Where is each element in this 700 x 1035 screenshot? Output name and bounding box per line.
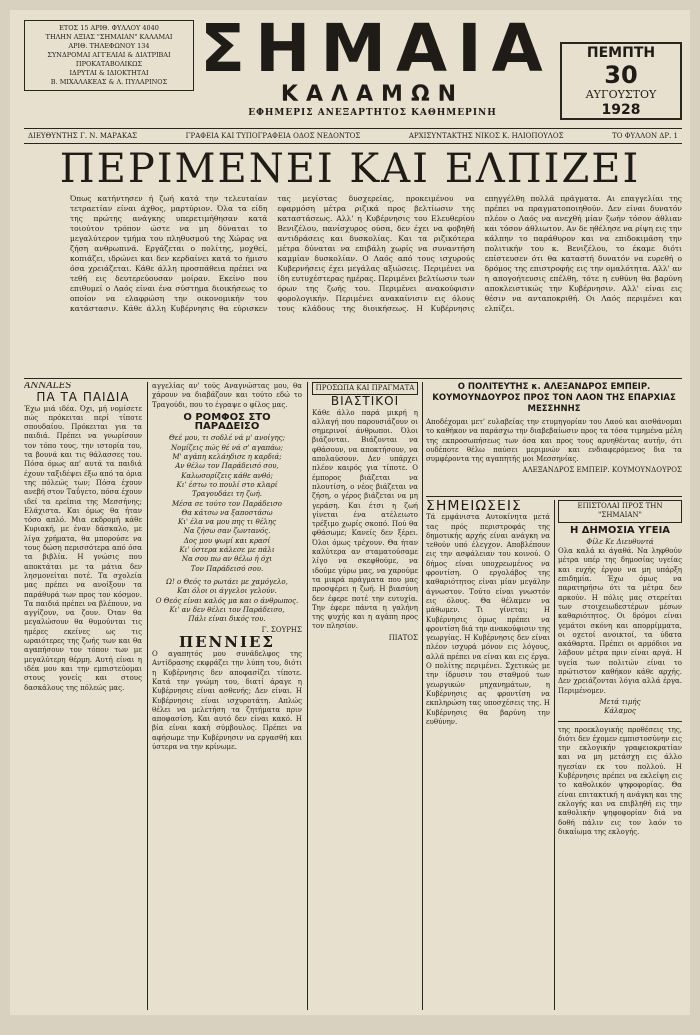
annales-text: Έχω μιά ιδέα. Όχι, μή νομίσετε πώς πρόκειται περί τίποτε σπουδαίου. Πρόκειται για τα παιδιά. Πρέπει να γνωρίσουν τον τόπο τους, την ιστορία του, τα βουνά και τις θάλασσες του. Πόσα όμως απ' αυτά τα παιδιά έχουν ταξιδέψει έξω από τα όρια της πόλεώς των; Πόσα έχουν ανεβή στον Ταΰγετο, πόσα έχουν ιδεί τα ερείπια της Μεσσήνης; Ελάχιστα. Και όμως θα ήταν τόσο απλό. Μια εκδρομή κάθε Κυριακή, με έναν δάσκαλο, με λίγα χρήματα, θα μπορούσε να τους δώση περισσότερα από όσα τα βιβλία. Η γνώσις που αποκτάται με τα μάτια δεν λησμονείται ποτέ. Τα σχολεία μας πρέπει να ανοίξουν τα παράθυρά των προς τον κόσμον. Τα παιδιά πρέπει να βλέπουν, να αγγίζουν, να ζουν. Όταν θα μεγαλώσουν θα θυμούνται τις ημέρες εκείνες ως τις ωραιότερες της ζωής των και θα αγαπήσουν τον τόπον των με μεγαλύτερη θέρμη. Αυτή είναι η ιδέα μου και την εμπιστεύομαι στους γονείς και στους δασκάλους της πόλεώς μας. xyxy=(24,404,142,692)
price-label: ΤΟ ΦΥΛΛΟΝ ΔΡ. 1 xyxy=(612,132,678,140)
pennies-title: ΠΕΝΝΙΕΣ xyxy=(178,632,276,651)
date-box xyxy=(560,42,682,120)
letters-divider xyxy=(558,721,682,722)
offices-label: ΓΡΑΦΕΙΑ ΚΑΙ ΤΥΠΟΓΡΑΦΕΙΑ ΟΔΟΣ ΝΕΔΟΝΤΟΣ xyxy=(185,132,361,140)
main-headline: ΠΕΡΙΜΕΝΕΙ ΚΑΙ ΕΛΠΙΖΕΙ xyxy=(59,146,641,192)
annales-column xyxy=(24,382,142,1010)
notes-column xyxy=(426,500,550,1010)
column-rule xyxy=(147,382,148,1010)
notes-text: Τά εμφάνιστα Αυτοκίνητα μετά τας πρός περιστροφάς της δημοτικής αρχής είναι ανάγκη να τεθούν υπό έλεγχον. Αποβλέπουν εις την ασφάλειαν του κοινού. Ο δήμος είναι υποχρεωμένος να φροντίση. Ο εργολάβος της καθαριότητος είναι μίαν μεγάλην άγνωστον. Τούτο είναι γνωστόν εις όλους. Θα θέλαμεν να μάθωμεν. Τι γίνεται; Η Κυβέρνησις όμως πρέπει να φροντίση διά την ανακούφισιν της γεωργίας. Η Κυβέρνησις δεν είναι πλέον ισχυρά μόνον εις λόγους, αλλά πρέπει να είναι και εις έργα. Ο πολίτης περιμένει. Σχετικώς με την ίδρυσιν του σταθμού των γεωργικών μηχανημάτων, η Κυβέρνησις ας φροντίση να εκπληρώση τας υποσχέσεις της. Η Κυβέρνησις θα βαρύνη την ευθύνην. xyxy=(426,513,550,726)
poem-text-continued: Ω! ο Θεός το ρωτάει με χαμόγελο, Και όλοι οι άγγελοι γελούν. Ο Θεός είναι καλός μα και ο άνθρωπος. Κι' αν δεν θέλει τον Παράδεισο, Πάλι είναι δικός του. xyxy=(155,577,299,624)
column-rule xyxy=(307,382,308,1010)
date-number: 30 xyxy=(604,61,638,89)
poem-text: Θεέ μου, τι σοδλέ νά μ' ανοίγης; Νομίζεις πώς θέ νά σ' αγαπάω; Μ' αγάπη κελάηδισε η καρδιά; Αν θέλω τον Παράδεισό σου, Καλωσορίζεις κάθε ανθό; Κι' έστω το πουλί στο κλαρί Τραγουδάει τη ζωή. Μέσα σε τούτο τον Παράδεισο Θα κάτσω να ξαποστάσω Κι' έλα να μου πης τι θέλης Να ζήσω σαν ζωντανός. Δος μου ψωμί και κρασί Κι' ύστερα κάλεσε με πάλι Να σου πω αν θέλω ή όχι Τον Παράδεισό σου. xyxy=(169,434,285,573)
section-divider xyxy=(24,378,682,379)
notes-title: ΣΗΜΕΙΩΣΕΙΣ xyxy=(426,500,522,514)
news-title: ΒΙΑΣΤΙΚΟΙ xyxy=(330,394,400,409)
newspaper-page xyxy=(10,10,690,1015)
founders-label: ΙΔΡΥΤΑΙ & ΙΔΙΟΚΤΗΤΑΙ xyxy=(69,69,149,77)
section-divider xyxy=(426,496,682,497)
letters-signature: Μετά τιμής Κάλαμος xyxy=(599,697,641,716)
lead-article-text: Όπως κατήντησεν ή ζωή κατά την τελευταίαν τετραετίαν είναι άχθος, μαρτύριον. Όλα τα είδη της πρώτης ανάγκης υπερετιμήθησαν κατά τοιούτον τρόπον ώστε να μη δύναται το μεγαλύτερον τμήμα του πληθυσμού της Χώρας να ζήση ανθρωπινά. Εργάζεται ο πολίτης, μοχθεί, κοπιάζει, ιδρώνει και δεν κερδαίνει κατά το ήμισυ όσα χρειάζεται. Κάθε άλλη προσπάθεια πρέπει να τεθή εις δευτερεύουσαν μοίραν. Εκείνο που επιθυμεί ο Λαός είναι ένα σύστημα διοικήσεως το οποίον να ελαφρώση την οικονομικήν του κατάστασιν. Κάθε άλλη Κυβέρνησις θα εύρισκεν τας μεγίστας δυσχερείας, προκειμένου να εφαρμόση μέτρα ριζικά προς βελτίωσιν της καταστάσεως. Αλλ' η Κυβέρνησις του Ελευθερίου Βενιζέλου, πανίσχυρος ούσα, δεν έχει να φοβηθή αντιδράσεις και δυσκολίας. Και τα ριζικότερα μέτρα δύναται να επιβάλη χωρίς να συναντήση καμμίαν δυσκολίαν. Ο Λαός από τους ισχυρούς Κυβερνήσεις έχει μεγάλας αξιώσεις. Περιμένει να ίδη ευτυχέστερας ημέρας. Περιμένει βελτίωσιν των όρων της ζωής του. Περιμένει ανακούφισιν φορολογικήν. Περιμένει ανακαίνισιν εις όλους τους κλάδους της διοικήσεως. Η Κυβέρνησις επηγγέλθη πολλά πράγματα. Αι επαγγελίαι της πρέπει να πραγματοποιηθούν. Δεν είναι δυνατόν πλέον ο Λαός να ανεχθή μίαν ζωήν τόσον άθλιαν και τόσον άθλιωτον. Αν δε ηθέλησε να ρίψη εις την κάλπην το παράθυρον και να επιδοκιμάση την πολιτικήν του κ. Βενιζέλου, το έκαμε διότι επίστευσεν ότι θα καταστή δυνατόν να ευρεθή ο δρόμος της επιστροφής εις την ομαλότητα. Αλλ' αν η απογοήτευσις επέλθη, τότε η ευθύνη θα βαρύνη αποκλειστικώς την Κυβέρνησιν. Αλλ' είναι εις θέσιν να ανταποκριθή. Οι Λαός περιμένει και ελπίζει. xyxy=(70,194,682,313)
newspaper-city: ΚΑΛΑΜΩΝ xyxy=(280,82,465,107)
issue-line: ΕΤΟΣ 15 ΑΡΙΘ. ΦΥΛΛΟΥ 4040 xyxy=(59,24,159,32)
founders-names: Β. ΜΙΧΑΛΑΚΕΑΣ & Λ. ΠΥΛΑΡΙΝΟΣ xyxy=(50,78,168,86)
appeal-signature: ΑΛΕΞΑΝΔΡΟΣ ΕΜΠΕΙΡ. ΚΟΥΜΟΥΝΔΟΥΡΟΣ xyxy=(522,466,682,475)
letters-text: Ολα καλά κι άγαθά. Να ληφθούν μέτρα υπέρ της δημοσίας υγείας και ευχής έργον να μη υπάρξη επιδημία. Έχω όμως να παρατηρήσω ότι τα μέτρα δεν αρκούν. Η πόλις μας στερείται των στοιχειωδεστέρων μέσων καθαριότητος. Οι δρόμοι είναι γεμάτοι σκόνη και απορρίμματα, οι οχετοί ανοικτοί, τα ύδατα ακάθαρτα. Πρέπει οι αρμόδιοι να λάβουν μέτρα πριν είναι αργά. Η υγεία των πολιτών είναι το πρώτιστον καθήκον κάθε αρχής. Δεν χρειάζονται λόγια αλλά έργα. Περιμένομεν. xyxy=(558,547,682,695)
date-year: 1928 xyxy=(601,102,641,118)
column-rule xyxy=(422,382,423,1010)
newspaper-subtitle: ΕΦΗΜΕΡΙΣ ΑΝΕΞΑΡΤΗΤΟΣ ΚΑΘΗΜΕΡΙΝΗ xyxy=(248,108,497,118)
news-text: Κάθε άλλο παρά μικρή η αλλαγή που παρουσιάζουν οι σημερινοί άνθρωποι. Όλοι βιάζονται. Βιάζονται να φθάσουν, να αποκτήσουν, να απολαύσουν. Δεν υπάρχει πλέον καιρός για τίποτε. Ο έμπορος βιάζεται να πλουτίση, ο νέος βιάζεται να ζήση, ο γέρος βιάζεται να μη γεράση. Και έτσι η ζωή γίνεται ένα ατέλειωτο τρέξιμο χωρίς σκοπό. Πού θα φθάσωμε; Κανείς δεν ξέρει. Όλοι όμως τρέχουν. Θα ήταν καλύτερα αν σταματούσαμε λίγο να σκεφθούμε, να ιδούμε γύρω μας, να χαρούμε τα μικρά πράγματα που μας προσφέρει η ζωή. Η βιασύνη δεν έφερε ποτέ την ευτυχία. Την έφερε πάντα η γαλήνη της ψυχής και η αγάπη προς τον πλησίον. xyxy=(312,408,418,631)
letters-title: Η ΔΗΜΟΣΙΑ ΥΓΕΙΑ xyxy=(569,524,671,536)
date-month: ΑΥΓΟΥΣΤΟΥ xyxy=(585,88,657,101)
letters-section-header: ΕΠΙΣΤΟΛΑΙ ΠΡΟΣ ΤΗΝ "ΣΗΜΑΙΑΝ" xyxy=(558,500,682,523)
poem-intro: αγγελίας αν' τούς Αναγνώστας μου, θα χάρουν να διαβάζουν και τούτο εδώ το Τραγούδι, που το έγραψε ο φίλος μας. xyxy=(152,382,302,409)
director-label: ΔΙΕΥΘΥΝΤΗΣ Γ. Ν. ΜΑΡΑΚΑΣ xyxy=(28,132,138,140)
literary-column xyxy=(152,382,302,1010)
chief-editor-label: ΑΡΧΙΣΥΝΤΑΚΤΗΣ ΝΙΚΟΣ Κ. ΗΛΙΟΠΟΥΛΟΣ xyxy=(408,132,564,140)
annales-title: ΠΑ ΤΑ ΠΑΙΔΙΑ xyxy=(36,390,130,405)
address-line: ΤΗΛΗΝ ΑΞΙΑΣ "ΣΗΜΑΙΑΝ" ΚΑΛΑΜΑΙ xyxy=(45,33,173,41)
news-column xyxy=(312,382,418,1010)
appeal-article xyxy=(426,382,682,494)
letters-column xyxy=(558,500,682,1010)
phone-line: ΑΡΙΘ. ΤΗΛΕΦΩΝΟΥ 134 xyxy=(68,42,150,50)
appeal-title: Ο ΠΟΛΙΤΕΥΤΗΣ κ. ΑΛΕΞΑΝΔΡΟΣ ΕΜΠΕΙΡ. ΚΟΥΜΟΥΝΔΟΥΡΟΣ ΠΡΟΣ ΤΟΝ ΛΑΟΝ ΤΗΣ ΕΠΑΡΧΙΑΣ ΜΕΣΣΗΝΗΣ xyxy=(432,382,676,414)
news-section-header: ΠΡΟΣΩΠΑ ΚΑΙ ΠΡΑΓΜΑΤΑ xyxy=(312,382,418,395)
masthead-info-bar xyxy=(24,128,682,144)
lead-article xyxy=(70,194,682,376)
appeal-text: Αποδέχομαι μετ' ευλαβείας την ετυμηγορίαν του Λαού και αισθάνομαι το καθήκον να παράσχω την διαβεβαίωσιν προς τα τόσα τιμημένα μέλη της εκπροσωπήσεως των όσα και προς τους αρνηθέντας αυτήν, ότι ουδέποτε θέλω παύσει μεριμνών και ενδιαφερόμενος δια τα συμφέροντα της αγαπητής μοι Μεσσηνίας. xyxy=(426,418,682,464)
pennies-text: Ο αγαπητός μου συνάδελφος της Αντίδρασης εκφράζει την λύπη του, διότι η Κυβέρνησις δεν αποφασίζει τίποτε. Κατά την γνώμη του, διατί άραγε η Κυβέρνησις είναι ασθενής; Δεν είναι. Η Κυβέρνησις είναι ισχυροτάτη. Απλώς θέλει να μελετήση τα ζητήματα πριν αποφασίση. Και αυτό δεν είναι κακό. Η βία είναι κακή σύμβουλος. Πρέπει να αφήσωμε την Κυβέρνησιν να εργασθή και ύστερα να την κρίνωμε. xyxy=(152,650,302,751)
date-day: ΠΕΜΠΤΗ xyxy=(586,45,656,61)
publication-details xyxy=(24,20,194,91)
subscription-line: ΣΥΝΔΡΟΜΑΙ ΑΓΓΕΛΙΑΙ & ΔΙΑΤΡΙΒΑΙ ΠΡΟΚΑΤΑΒΟΛΙΚΩΣ xyxy=(47,51,171,68)
poem-title: Ο ΡΟΜΦΟΣ ΣΤΟ ΠΑΡΑΔΕΙΣΟ xyxy=(183,411,271,433)
poem-signature: Γ. ΣΟΥΡΗΣ xyxy=(261,626,302,635)
column-rule xyxy=(554,500,555,1010)
news-signature: ΠΙΑΤΟΣ xyxy=(388,633,418,642)
letters-continued-text: της προεκλογικής προθέσεις της, διότι δεν έχομεν εμπιστοσύνην εις την εκλογικήν γραφειοκρατίαν και να μη μετάσχη εις άλλο ηγεσίαν εκ του πολλού. Η Κυβέρνησις πρέπει να εκλείψη εις το καθολικόν ψηφοφορίας. Θα είναι επιτακτική η ανάγκη και της εκλογής και να επιβληθή εις την καθολικήν ψηφοφορίαν διά να δοθή πάλιν εις τον λαόν το δικαίωμα της εκλογής. xyxy=(558,725,682,836)
newspaper-name: ΣΗΜΑΙΑ xyxy=(200,10,553,87)
letters-greeting: Φίλε Κε Διευθυντά xyxy=(586,537,654,546)
annales-tag: ANNALES xyxy=(24,382,72,391)
masthead-info-box xyxy=(24,20,194,91)
masthead-title xyxy=(200,10,553,118)
